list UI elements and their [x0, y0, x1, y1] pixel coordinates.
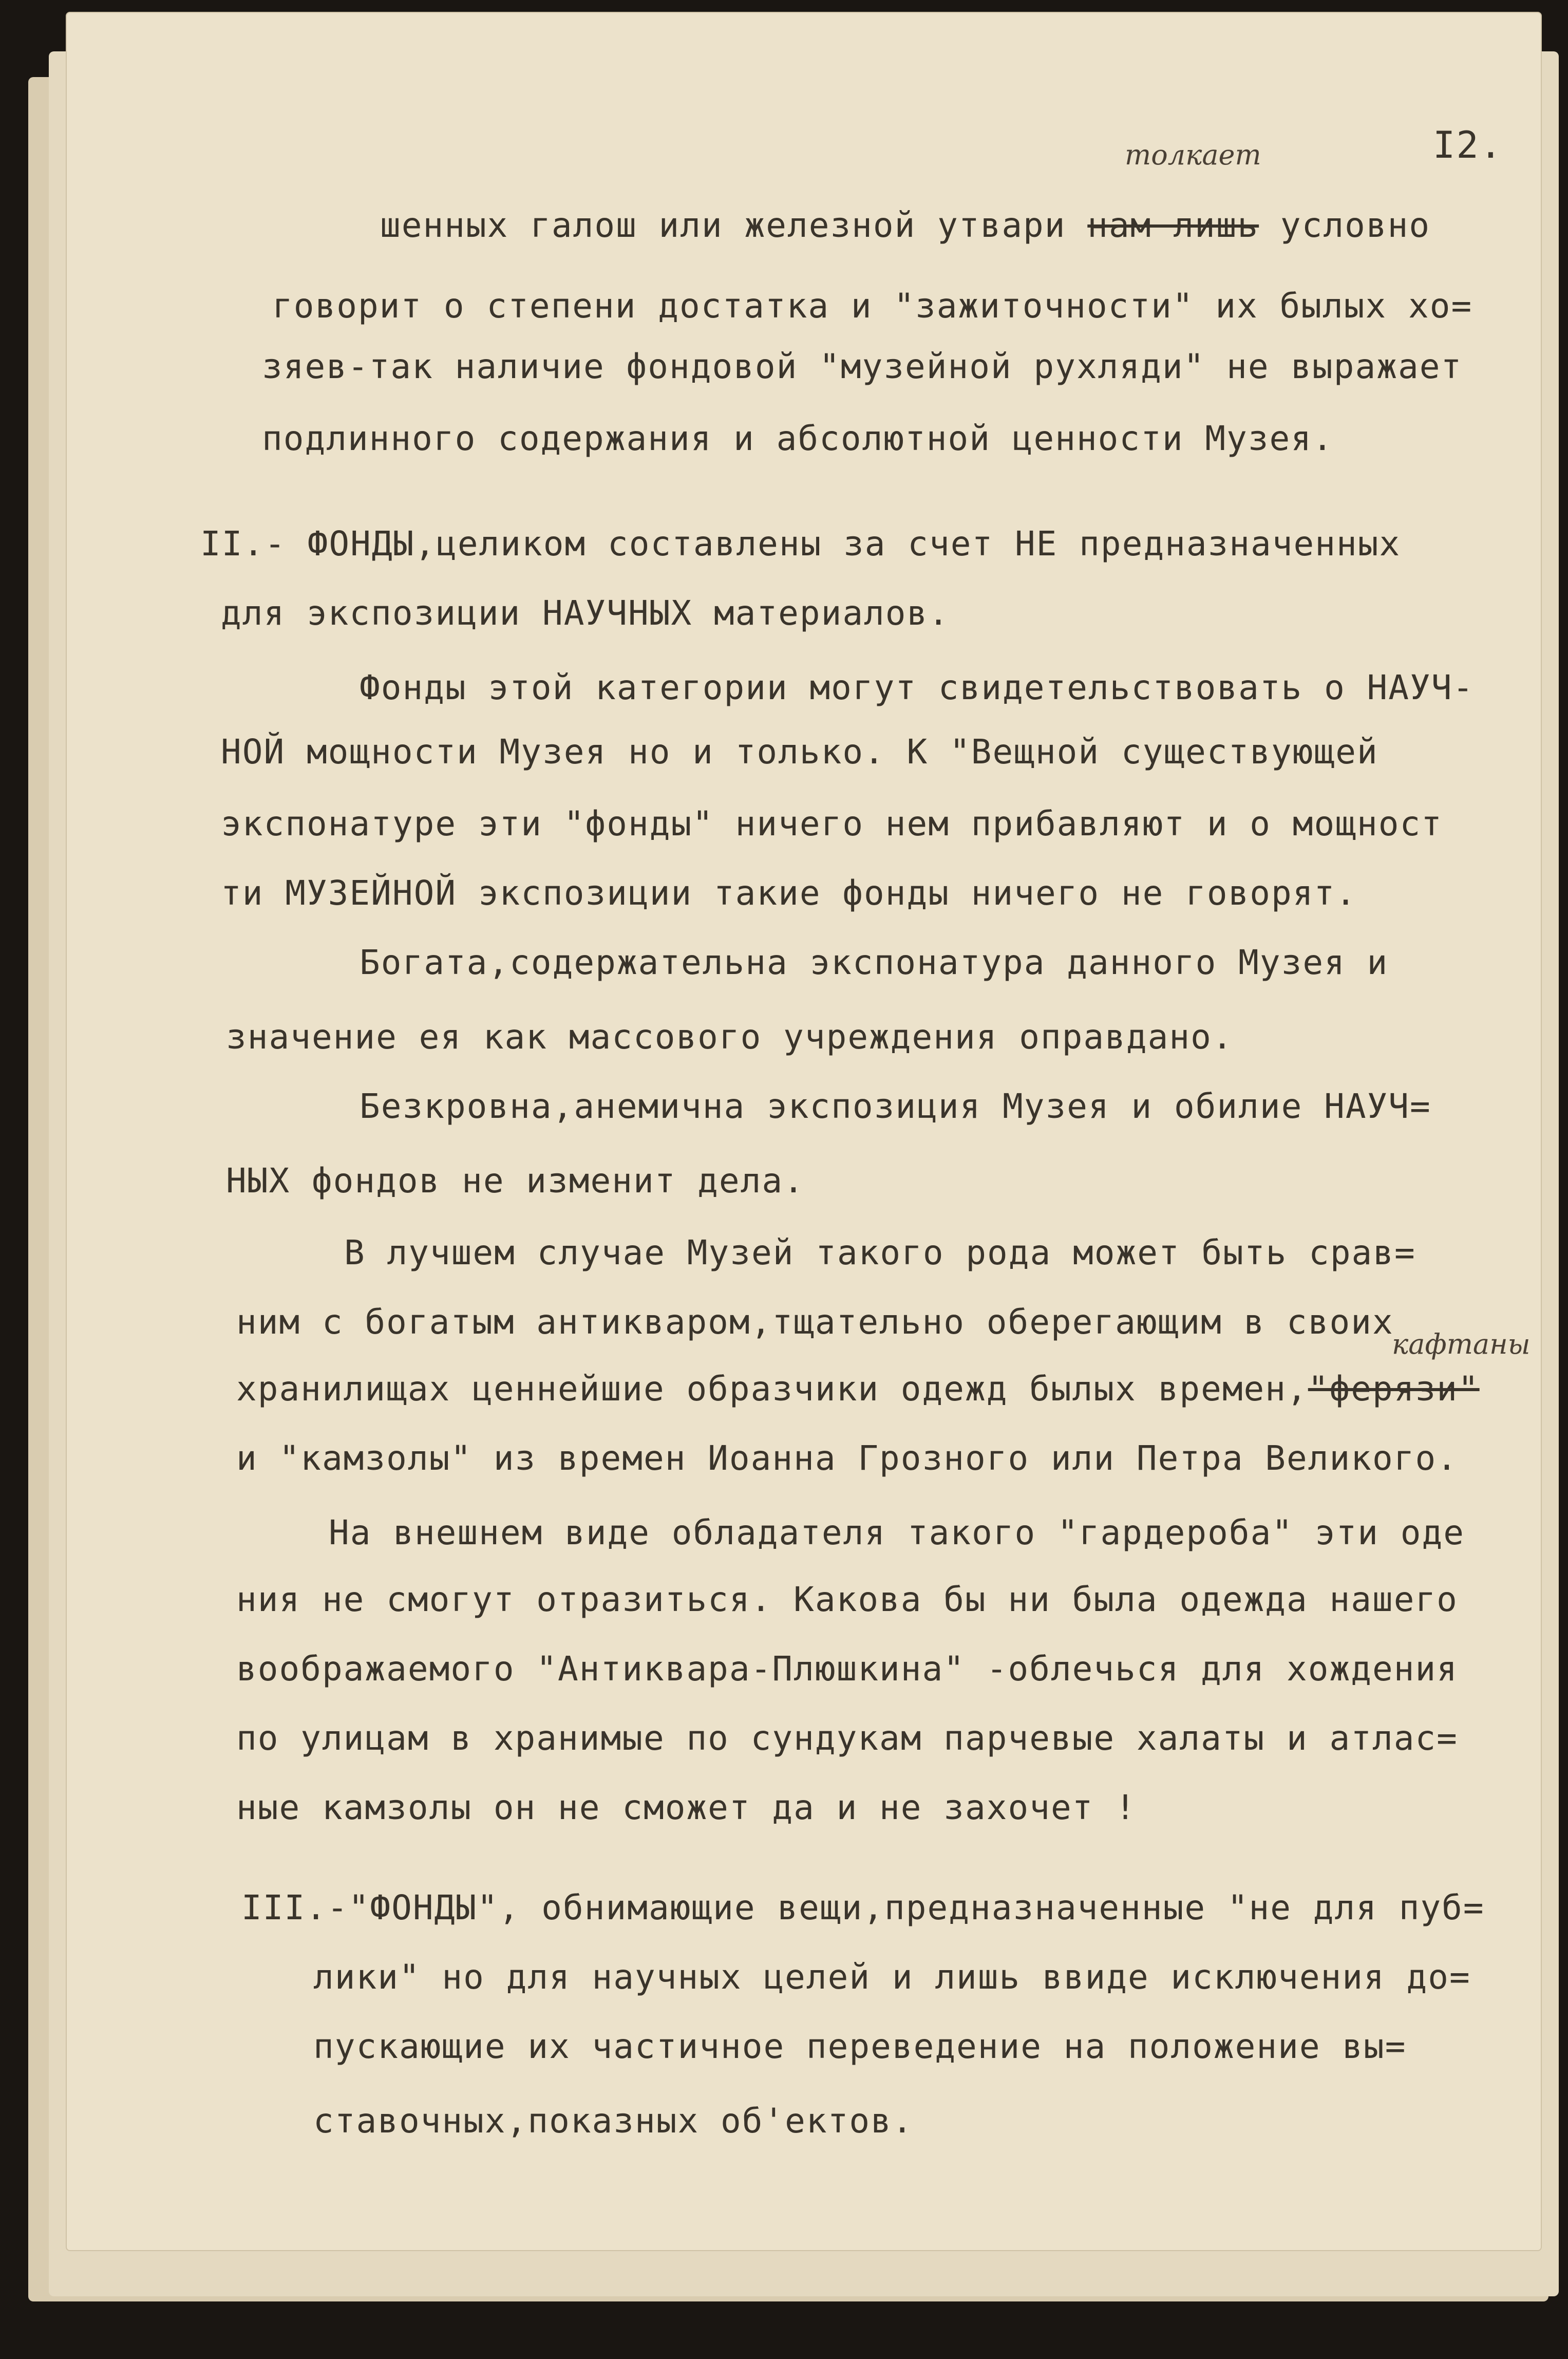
text-line: Фонды этой категории могут свидетельствовать о НАУЧ- — [360, 668, 1475, 707]
text-line: Безкровна,анемична экспозиция Музея и обилие НАУЧ= — [360, 1087, 1431, 1126]
text-line: пускающие их частичное переведение на положение вы= — [313, 2027, 1407, 2066]
text-line: шенных галош или железной утвари нам лишь условно — [380, 205, 1431, 245]
struck-text: нам лишь — [1087, 205, 1259, 245]
text-line: подлинного содержания и абсолютной ценности Музея. — [262, 419, 1334, 458]
text-line: Богата,содержательна экспонатура данного Музея и — [360, 943, 1389, 982]
text-line: экспонатуре эти "фонды" ничего нем прибавляют и о мощност — [221, 804, 1443, 844]
text-line: для экспозиции НАУЧНЫХ материалов. — [221, 593, 950, 633]
text-line: ним с богатым антикваром,тщательно оберегающим в своих — [236, 1302, 1394, 1342]
text-line: НОЙ мощности Музея но и только. К "Вещной существующей — [221, 732, 1378, 772]
text-line: зяев-так наличие фондовой "музейной рухляди" не выражает — [262, 347, 1463, 386]
text-line: говорит о степени достатка и "зажиточности" их былых хо= — [272, 286, 1473, 326]
page-number: I2. — [1433, 123, 1503, 166]
text-line: ти МУЗЕЙНОЙ экспозиции такие фонды ничего не говорят. — [221, 873, 1357, 913]
text-line: ные камзолы он не сможет да и не захочет ! — [236, 1788, 1137, 1827]
text-line: значение ея как массового учреждения оправдано. — [226, 1017, 1234, 1057]
text-line: по улицам в хранимые по сундукам парчевые халаты и атлас= — [236, 1718, 1458, 1758]
handwritten-note: кафтаны — [1392, 1328, 1531, 1360]
typed-page — [67, 13, 1541, 2250]
text-line: III.-"ФОНДЫ", обнимающие вещи,предназначенные "не для пуб= — [241, 1888, 1485, 1927]
text-line: ния не смогут отразиться. Какова бы ни была одежда нашего — [236, 1580, 1458, 1619]
text-line: и "камзолы" из времен Иоанна Грозного или Петра Великого. — [236, 1438, 1458, 1478]
text-line: ставочных,показных об'ектов. — [313, 2101, 914, 2141]
text-line: Нa внешнем виде обладателя такого "гардероба" эти оде — [329, 1513, 1465, 1552]
text-line: хранилищах ценнейшие образчики одежд былых времен,"ферязи" — [236, 1369, 1480, 1409]
text-line: лики" но для научных целей и лишь ввиде исключения до= — [313, 1957, 1471, 1997]
text-line: НЫХ фондов не изменит дела. — [226, 1161, 805, 1201]
text-line: воображаемого "Антиквара-Плюшкина" -облечься для хождения — [236, 1649, 1458, 1689]
struck-text: "ферязи" — [1308, 1369, 1480, 1409]
text-line: В лучшем случае Музей такого рода может быть срав= — [344, 1233, 1416, 1272]
handwritten-note: толкает — [1125, 139, 1261, 171]
text-line: II.- ФОНДЫ,целиком составлены за счет НЕ предназначенных — [200, 524, 1401, 564]
